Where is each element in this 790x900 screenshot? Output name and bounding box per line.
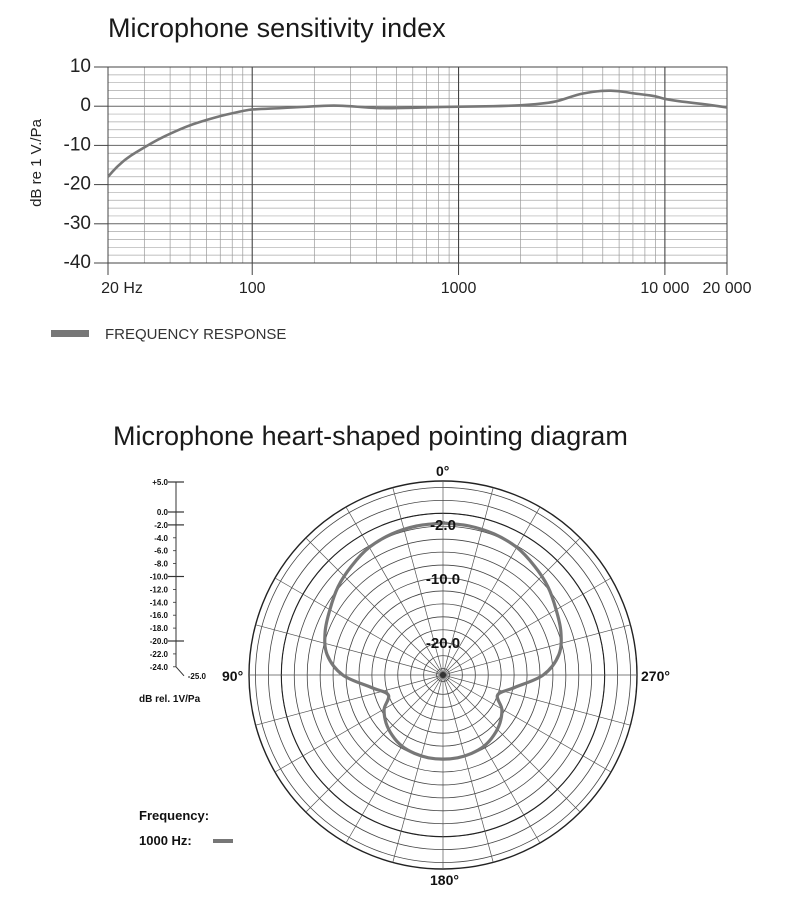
c2-center-dot (440, 672, 446, 678)
c2-scale-label: -4.0 (154, 533, 168, 543)
c1-x-tick-label: 10 000 (640, 280, 690, 297)
c2-scale-label: -20.0 (149, 637, 168, 646)
angle-label-270: 270° (641, 668, 670, 684)
c1-y-tick-label: 10 (69, 56, 91, 78)
c2-scale-label: -18.0 (149, 624, 168, 634)
c1-y-tick-label: -20 (63, 173, 91, 195)
c2-spoke (275, 675, 443, 772)
c2-scale-label: +5.0 (152, 478, 168, 487)
c2-frequency-swatch (213, 839, 233, 843)
angle-label-0: 0° (436, 463, 450, 479)
c2-scale-label: -10.0 (149, 572, 168, 582)
c1-legend-label: FREQUENCY RESPONSE (105, 326, 287, 343)
c2-polar-grid (249, 481, 637, 869)
c2-scale-label: -6.0 (154, 546, 168, 556)
c2-scale-label: -16.0 (149, 611, 168, 621)
c1-x-tick-label: 20 Hz (101, 280, 143, 297)
c1-y-tick-label: -40 (63, 252, 91, 274)
c2-scale-label: -22.0 (149, 649, 168, 659)
c2-scale-leader (176, 667, 184, 676)
c2-db-scale (150, 478, 207, 681)
c1-x-tick-label: 20 000 (702, 280, 752, 297)
c1-y-tick-label: -30 (63, 212, 91, 234)
c2-scale-label: -8.0 (154, 559, 168, 569)
c1-y-axis-label: dB re 1 V./Pa (28, 119, 45, 207)
c2-scale-label: -12.0 (149, 585, 168, 595)
c2-scale-label: 0.0 (156, 508, 168, 517)
chart1-title: Microphone sensitivity index (108, 13, 446, 43)
ring-label-20: -20.0 (425, 635, 461, 652)
c2-scale-label: -2.0 (154, 520, 168, 530)
c2-frequency-title: Frequency: (139, 808, 210, 823)
c2-frequency-label: 1000 Hz: (139, 833, 192, 848)
c2-spoke (275, 578, 443, 675)
c1-y-tick-label: 0 (80, 95, 91, 117)
c1-x-tick-label: 100 (238, 280, 266, 297)
c2-spoke (443, 578, 611, 675)
c2-scale-label: -14.0 (149, 598, 168, 608)
c1-x-tick-label: 1000 (440, 280, 477, 297)
c2-spoke (306, 675, 443, 812)
chart2-title: Microphone heart-shaped pointing diagram (113, 421, 628, 451)
c2-radial-unit: dB rel. 1V/Pa (139, 694, 201, 705)
c2-spoke (443, 675, 580, 812)
c2-scale-label: -25.0 (187, 671, 206, 681)
angle-label-180: 180° (430, 872, 459, 888)
ring-label-10: -10.0 (425, 571, 461, 588)
ring-label-2: -2.0 (430, 517, 456, 534)
c1-y-tick-label: -10 (63, 134, 91, 156)
c2-spoke (443, 675, 611, 772)
c2-scale-label: -24.0 (149, 662, 168, 672)
angle-label-90: 90° (222, 668, 244, 684)
